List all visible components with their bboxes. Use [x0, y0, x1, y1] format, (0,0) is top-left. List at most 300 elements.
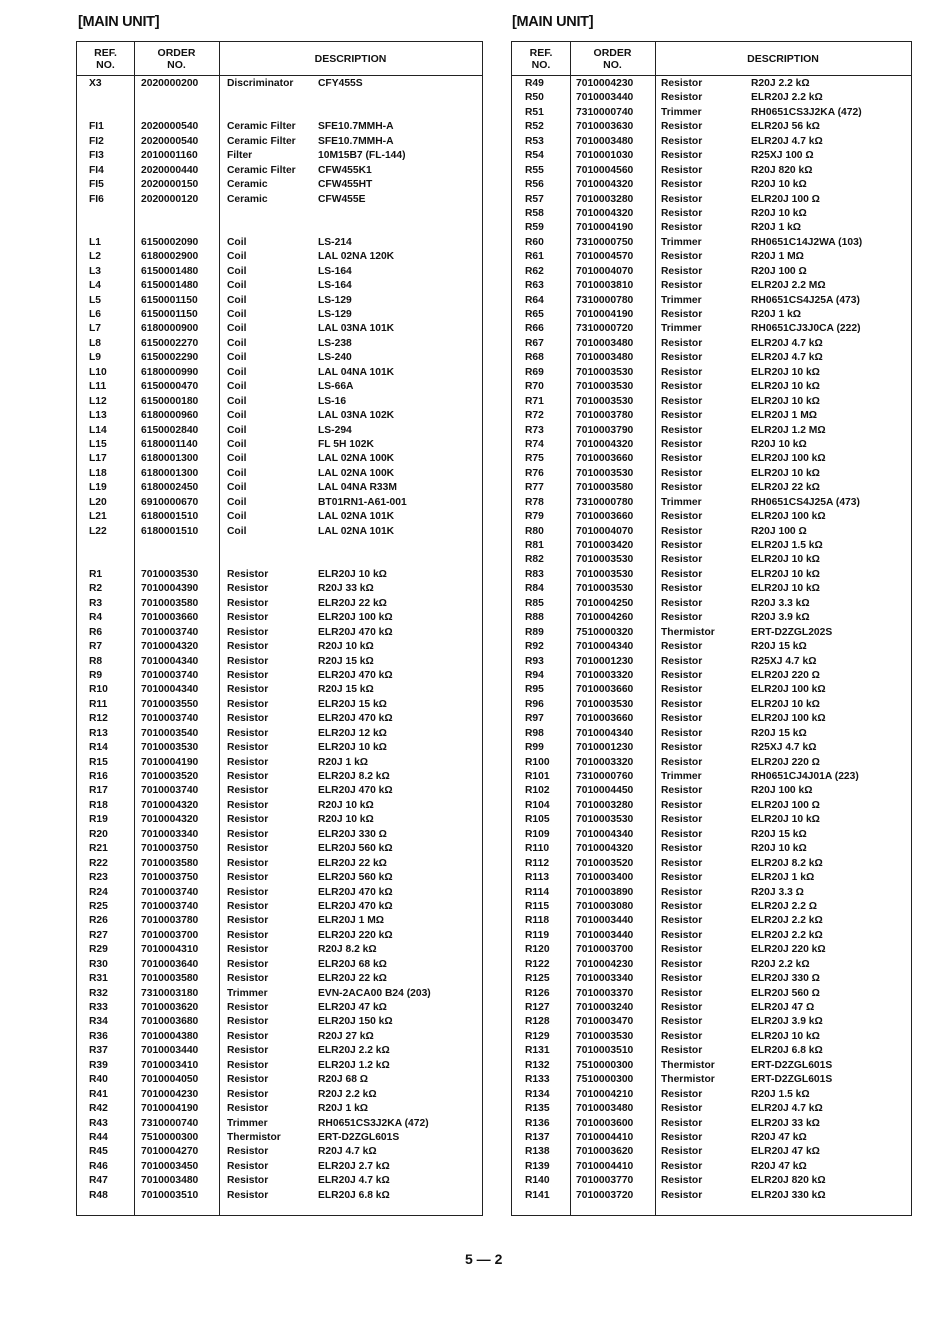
cell-spec: R20J 10 kΩ	[751, 207, 807, 219]
cell-spec: R20J 10 kΩ	[751, 438, 807, 450]
table-row	[512, 712, 911, 726]
cell-order: 7010003240	[576, 1002, 634, 1013]
table-header	[512, 42, 911, 76]
cell-spec: ELR20J 3.9 kΩ	[751, 1016, 823, 1028]
cell-spec: R20J 10 kΩ	[318, 814, 374, 826]
table-row	[77, 1088, 482, 1102]
cell-spec: ELR20J 470 kΩ	[318, 900, 393, 912]
cell-ref: L13	[89, 410, 107, 422]
table-row	[512, 77, 911, 91]
cell-type: Resistor	[227, 742, 269, 754]
cell-spec: ELR20J 4.7 kΩ	[751, 135, 823, 147]
cell-spec: ELR20J 2.7 kΩ	[318, 1160, 390, 1172]
cell-order: 7010003580	[141, 597, 199, 609]
table-row	[512, 972, 911, 986]
cell-order: 6180002450	[141, 482, 199, 494]
table-row	[512, 813, 911, 827]
table-row	[512, 611, 911, 625]
cell-ref: R63	[525, 280, 544, 292]
table-row	[77, 669, 482, 683]
cell-order: 7010003770	[576, 1175, 634, 1187]
cell-spec: ELR20J 10 kΩ	[751, 814, 820, 826]
cell-order: 7010003660	[576, 713, 634, 725]
cell-order: 7010003660	[576, 453, 634, 465]
cell-type: Resistor	[661, 467, 703, 479]
cell-ref: R132	[525, 1059, 550, 1071]
cell-type: Ceramic Filter	[227, 164, 296, 176]
cell-order: 7010004070	[576, 525, 634, 537]
cell-type: Resistor	[661, 843, 703, 855]
cell-order: 7010003530	[576, 366, 634, 378]
cell-ref: L19	[89, 482, 107, 494]
cell-spec: LS-129	[318, 309, 352, 320]
cell-spec: ELR20J 22 kΩ	[318, 857, 387, 869]
cell-order: 7010003740	[141, 886, 199, 898]
cell-type: Coil	[227, 236, 247, 248]
cell-ref: R18	[89, 799, 108, 811]
cell-order: 7010003340	[141, 828, 199, 840]
cell-spec: R20J 27 kΩ	[318, 1030, 374, 1042]
cell-ref: R2	[89, 583, 103, 595]
cell-ref: R41	[89, 1088, 108, 1100]
cell-type: Resistor	[661, 366, 703, 378]
cell-spec: ELR20J 10 kΩ	[751, 381, 820, 393]
cell-type: Resistor	[227, 1088, 269, 1100]
table-row	[77, 409, 482, 423]
cell-type: Resistor	[227, 886, 269, 898]
cell-ref: R133	[525, 1074, 550, 1086]
cell-spec: R20J 15 kΩ	[751, 727, 807, 739]
cell-type: Resistor	[661, 828, 703, 840]
cell-order: 6180001510	[141, 525, 199, 537]
cell-spec: ERT-D2ZGL601S	[751, 1059, 833, 1071]
cell-order: 6180000990	[141, 366, 199, 378]
table-row	[77, 294, 482, 308]
cell-ref: R125	[525, 973, 550, 985]
cell-spec: ELR20J 10 kΩ	[751, 568, 820, 580]
cell-spec: ELR20J 1 MΩ	[318, 915, 385, 927]
table-row	[77, 1015, 482, 1029]
cell-order: 7010003450	[141, 1160, 199, 1172]
cell-spec: FL 5H 102K	[318, 438, 374, 450]
cell-spec: ELR20J 4.7 kΩ	[751, 1103, 823, 1115]
cell-ref: R23	[89, 872, 108, 884]
cell-spec: ELR20J 1 kΩ	[751, 872, 815, 884]
cell-order: 7010003080	[576, 900, 634, 912]
table-row	[512, 481, 911, 495]
table-row	[77, 193, 482, 207]
cell-order: 7010003890	[576, 886, 634, 898]
cell-spec: ELR20J 100 kΩ	[751, 713, 826, 725]
table-row	[512, 1174, 911, 1188]
cell-spec: LS-214	[318, 236, 352, 248]
cell-spec: R20J 10 kΩ	[318, 641, 374, 653]
cell-order: 7010003790	[576, 424, 634, 436]
cell-ref: R76	[525, 467, 544, 479]
ref-header-line2: NO.	[96, 58, 115, 71]
cell-order: 7010004070	[576, 265, 634, 277]
table-row	[512, 597, 911, 611]
cell-order: 7010004230	[576, 78, 634, 89]
cell-order: 6180001510	[141, 511, 199, 523]
cell-order: 7010004320	[576, 179, 634, 191]
cell-spec: R20J 15 kΩ	[318, 655, 374, 667]
cell-type: Resistor	[661, 1002, 703, 1013]
table-row	[77, 337, 482, 351]
cell-ref: L1	[89, 236, 102, 248]
cell-ref: R1	[89, 568, 103, 580]
table-row	[77, 611, 482, 625]
cell-spec: ELR20J 220 kΩ	[318, 929, 393, 941]
ref-header-line2: NO.	[531, 58, 551, 71]
cell-type: Resistor	[661, 78, 703, 89]
cell-spec: R20J 100 Ω	[751, 525, 807, 537]
description-header: DESCRIPTION	[314, 52, 387, 65]
table-row	[512, 886, 911, 900]
cell-type: Resistor	[661, 698, 703, 710]
table-row	[512, 1001, 911, 1015]
table-row	[77, 857, 482, 871]
cell-order: 2020000540	[141, 135, 199, 147]
table-row	[512, 900, 911, 914]
cell-ref: R128	[525, 1016, 550, 1028]
cell-type: Coil	[227, 496, 247, 508]
cell-spec: SFE10.7MMH-A	[318, 121, 394, 133]
cell-type: Resistor	[661, 1016, 703, 1028]
cell-ref: R7	[89, 641, 103, 653]
parts-table-right	[511, 41, 912, 1216]
cell-ref: R78	[525, 496, 544, 508]
cell-ref: R118	[525, 915, 550, 927]
cell-spec: R20J 1 kΩ	[751, 222, 802, 234]
cell-order: 6180001140	[141, 438, 198, 450]
table-row	[77, 727, 482, 741]
cell-type: Coil	[227, 337, 247, 349]
cell-ref: R97	[525, 713, 544, 725]
table-row	[512, 525, 911, 539]
table-row	[512, 120, 911, 134]
cell-order: 7010003400	[576, 872, 634, 884]
cell-type: Resistor	[661, 568, 703, 580]
cell-spec: EVN-2ACA00 B24 (203)	[318, 987, 431, 999]
cell-ref: R4	[89, 612, 103, 624]
cell-order: 7010004230	[141, 1088, 199, 1100]
table-row	[77, 149, 482, 163]
cell-spec: R20J 1 kΩ	[318, 756, 369, 768]
table-row	[512, 1102, 911, 1116]
cell-spec: ELR20J 10 kΩ	[751, 467, 820, 479]
section-title-left: [MAIN UNIT]	[78, 14, 160, 30]
description-header: DESCRIPTION	[747, 52, 819, 65]
table-row	[77, 481, 482, 495]
table-row	[512, 467, 911, 481]
table-row	[512, 799, 911, 813]
table-row	[77, 1102, 482, 1116]
cell-ref: R14	[89, 742, 108, 754]
cell-type: Resistor	[227, 843, 269, 855]
cell-type: Resistor	[661, 309, 703, 320]
cell-spec: ELR20J 2.2 MΩ	[751, 280, 826, 292]
table-row	[77, 395, 482, 409]
cell-spec: ELR20J 10 kΩ	[751, 698, 820, 710]
table-row	[77, 900, 482, 914]
cell-ref: R59	[525, 222, 544, 234]
cell-type: Resistor	[661, 150, 703, 162]
cell-type: Resistor	[661, 1160, 703, 1172]
cell-spec: ELR20J 560 kΩ	[318, 872, 393, 884]
cell-ref: R134	[525, 1088, 550, 1100]
cell-order: 7010004320	[141, 799, 199, 811]
table-row	[77, 568, 482, 582]
cell-type: Coil	[227, 424, 247, 436]
cell-type: Resistor	[661, 857, 703, 869]
cell-ref: R119	[525, 929, 550, 941]
cell-order: 7010003740	[141, 785, 199, 797]
cell-ref: R88	[525, 612, 544, 624]
cell-order: 7310000750	[576, 236, 634, 248]
cell-spec: ELR20J 10 kΩ	[751, 395, 820, 407]
cell-ref: R71	[525, 395, 544, 407]
cell-order: 7010004320	[141, 641, 199, 653]
cell-spec: R20J 47 kΩ	[751, 1160, 807, 1172]
cell-type: Coil	[227, 352, 247, 364]
table-row	[512, 553, 911, 567]
cell-type: Resistor	[661, 958, 703, 970]
cell-ref: L20	[89, 496, 107, 508]
cell-spec: ELR20J 820 kΩ	[751, 1175, 826, 1187]
cell-type: Ceramic Filter	[227, 135, 296, 147]
cell-ref: R75	[525, 453, 544, 465]
cell-type: Resistor	[661, 438, 703, 450]
cell-ref: R80	[525, 525, 544, 537]
cell-order: 7010003480	[576, 1103, 634, 1115]
cell-order: 7010004570	[576, 251, 634, 263]
cell-order: 7010003280	[576, 799, 634, 811]
cell-ref: R136	[525, 1117, 550, 1129]
table-row	[512, 1059, 911, 1073]
cell-ref: R138	[525, 1146, 550, 1158]
table-row	[77, 380, 482, 394]
cell-ref: FI6	[89, 193, 104, 205]
cell-spec: ELR20J 470 kΩ	[318, 626, 393, 638]
cell-type: Resistor	[661, 886, 703, 898]
cell-ref: R120	[525, 944, 550, 956]
cell-ref: L14	[89, 424, 107, 436]
cell-ref: X3	[89, 78, 102, 89]
cell-spec: ELR20J 22 kΩ	[318, 597, 387, 609]
table-row	[512, 1015, 911, 1029]
cell-type: Coil	[227, 280, 247, 292]
cell-ref: R12	[89, 713, 108, 725]
cell-spec: ELR20J 470 kΩ	[318, 713, 393, 725]
cell-ref: R53	[525, 135, 544, 147]
table-row	[77, 265, 482, 279]
cell-ref: R22	[89, 857, 108, 869]
table-row	[512, 914, 911, 928]
cell-spec: ELR20J 100 kΩ	[751, 453, 826, 465]
cell-spec: R20J 15 kΩ	[318, 684, 374, 696]
table-row	[512, 784, 911, 798]
table-row	[512, 135, 911, 149]
cell-spec: ELR20J 56 kΩ	[751, 121, 820, 133]
cell-spec: ELR20J 10 kΩ	[318, 568, 387, 580]
table-row	[512, 1189, 911, 1203]
cell-spec: ELR20J 560 kΩ	[318, 843, 393, 855]
table-row	[512, 770, 911, 784]
cell-ref: R44	[89, 1131, 108, 1143]
table-row	[77, 698, 482, 712]
cell-order: 7010003530	[576, 568, 634, 580]
cell-spec: R20J 1 MΩ	[751, 251, 804, 263]
table-row	[77, 279, 482, 293]
cell-type: Resistor	[661, 742, 703, 754]
cell-order: 7010003530	[141, 742, 199, 754]
table-row	[77, 987, 482, 1001]
table-row	[77, 1189, 482, 1203]
cell-order: 7010004270	[141, 1146, 199, 1158]
cell-spec: ELR20J 10 kΩ	[318, 742, 387, 754]
cell-order: 2020000150	[141, 179, 199, 191]
cell-spec: ELR20J 2.2 kΩ	[318, 1045, 390, 1057]
cell-order: 7010003620	[141, 1002, 199, 1013]
table-row	[77, 135, 482, 149]
table-row	[77, 886, 482, 900]
table-body-left	[77, 77, 482, 1203]
cell-order: 7010003540	[141, 727, 199, 739]
cell-type: Resistor	[661, 900, 703, 912]
table-row	[77, 1001, 482, 1015]
cell-order: 2020000120	[141, 193, 199, 205]
cell-ref: R19	[89, 814, 108, 826]
cell-ref: R6	[89, 626, 103, 638]
cell-ref: R98	[525, 727, 544, 739]
table-row	[512, 842, 911, 856]
ref-header-line1: REF.	[529, 46, 553, 59]
cell-type: Resistor	[227, 727, 269, 739]
cell-ref: R57	[525, 193, 544, 205]
table-row	[512, 91, 911, 105]
cell-order: 7010003740	[141, 900, 199, 912]
cell-order: 7010003630	[576, 121, 634, 133]
cell-type: Resistor	[227, 1160, 269, 1172]
table-row	[77, 1059, 482, 1073]
cell-ref: FI4	[89, 164, 104, 176]
cell-order: 7010003280	[576, 193, 634, 205]
table-row	[512, 221, 911, 235]
cell-order: 7510000320	[576, 626, 634, 638]
cell-type: Resistor	[661, 1131, 703, 1143]
cell-ref: R52	[525, 121, 544, 133]
cell-spec: R20J 100 Ω	[751, 265, 807, 277]
cell-spec: LS-16	[318, 395, 347, 407]
table-row	[512, 741, 911, 755]
cell-ref: R101	[525, 771, 550, 782]
cell-spec: LAL 02NA 101K	[318, 511, 395, 523]
cell-type: Resistor	[227, 944, 269, 956]
cell-ref: R135	[525, 1103, 550, 1115]
table-row	[512, 871, 911, 885]
cell-order: 7010003810	[576, 280, 634, 292]
cell-order: 6150002090	[141, 236, 199, 248]
cell-type: Resistor	[227, 684, 269, 696]
cell-spec: ELR20J 330 Ω	[318, 828, 387, 840]
cell-spec: 10M15B7 (FL-144)	[318, 150, 406, 162]
cell-ref: R62	[525, 265, 544, 277]
table-row	[77, 1131, 482, 1145]
cell-type: Resistor	[661, 915, 703, 927]
table-row	[512, 236, 911, 250]
cell-ref: R36	[89, 1030, 108, 1042]
cell-order: 7010003680	[141, 1016, 199, 1028]
cell-order: 6180002900	[141, 251, 199, 263]
cell-type: Coil	[227, 467, 247, 479]
cell-order: 6150001480	[141, 265, 199, 277]
cell-type: Resistor	[661, 929, 703, 941]
cell-ref: R79	[525, 511, 544, 523]
cell-type: Ceramic	[227, 193, 268, 205]
cell-type: Resistor	[661, 511, 703, 523]
cell-spec: ELR20J 6.8 kΩ	[751, 1045, 823, 1057]
cell-spec: RH0651CJ3J0CA (222)	[751, 323, 861, 335]
cell-type: Coil	[227, 251, 247, 263]
cell-spec: ELR20J 100 kΩ	[751, 511, 826, 523]
cell-type: Resistor	[661, 1146, 703, 1158]
table-row	[512, 987, 911, 1001]
cell-spec: ELR20J 47 kΩ	[751, 1146, 820, 1158]
table-row	[512, 669, 911, 683]
cell-type: Resistor	[661, 381, 703, 393]
table-row	[77, 929, 482, 943]
table-row	[77, 655, 482, 669]
cell-ref: R33	[89, 1002, 108, 1013]
cell-order: 6910000670	[141, 496, 199, 508]
cell-order: 6150001480	[141, 280, 199, 292]
cell-order: 7010003580	[141, 857, 199, 869]
cell-spec: RH0651CS3J2KA (472)	[318, 1117, 429, 1129]
cell-ref: R16	[89, 771, 108, 782]
cell-spec: R25XJ 100 Ω	[751, 150, 814, 162]
cell-spec: LAL 04NA R33M	[318, 482, 397, 494]
cell-order: 7010003320	[576, 669, 634, 681]
cell-ref: R84	[525, 583, 544, 595]
cell-order: 7010003530	[576, 698, 634, 710]
cell-order: 7510000300	[576, 1059, 634, 1071]
cell-order: 7010003530	[576, 467, 634, 479]
cell-spec: ELR20J 15 kΩ	[318, 698, 387, 710]
table-row	[77, 510, 482, 524]
table-row	[77, 597, 482, 611]
table-row	[77, 366, 482, 380]
cell-order: 2020000540	[141, 121, 199, 133]
cell-order: 6180000900	[141, 323, 199, 335]
cell-type: Resistor	[227, 900, 269, 912]
cell-order: 6150000470	[141, 381, 199, 393]
cell-type: Resistor	[661, 280, 703, 292]
table-row	[77, 828, 482, 842]
cell-ref: L2	[89, 251, 102, 263]
table-row	[77, 1117, 482, 1131]
cell-type: Resistor	[661, 1030, 703, 1042]
cell-ref: R94	[525, 669, 544, 681]
table-row	[512, 193, 911, 207]
cell-spec: R20J 1 kΩ	[751, 309, 802, 320]
cell-order: 7010004340	[576, 641, 634, 653]
cell-spec: LS-164	[318, 265, 352, 277]
cell-ref: L5	[89, 294, 102, 306]
cell-type: Resistor	[661, 352, 703, 364]
cell-ref: R89	[525, 626, 544, 638]
table-row	[512, 279, 911, 293]
